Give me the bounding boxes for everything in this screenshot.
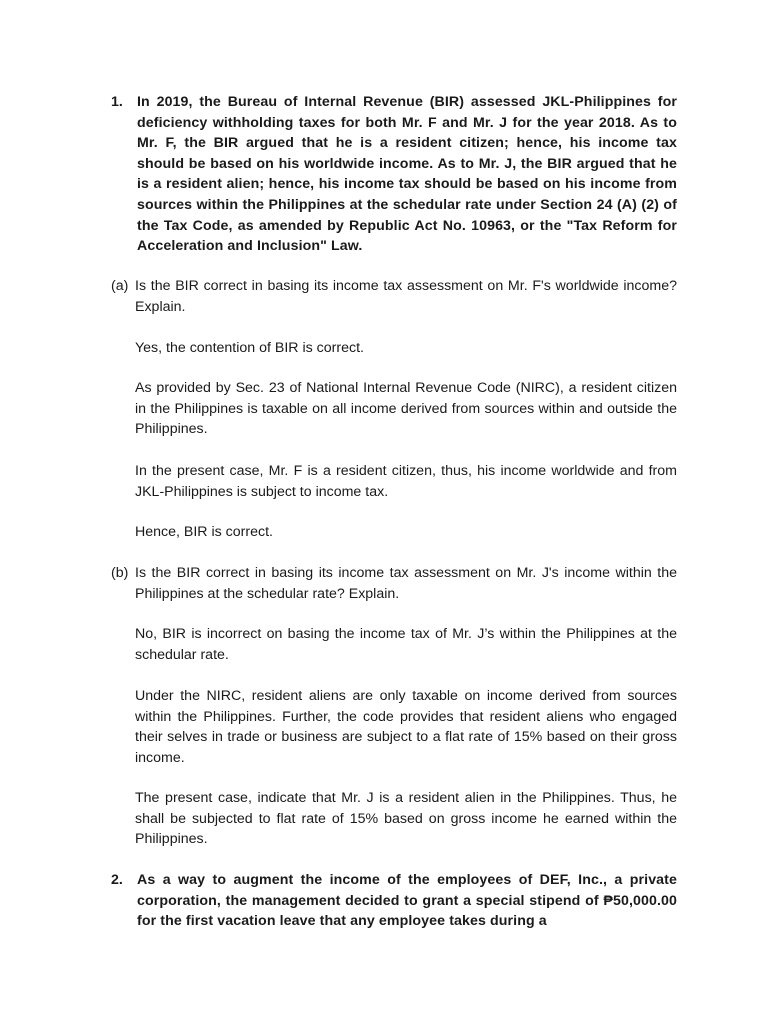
question-text: As a way to augment the income of the employees of DEF, Inc., a private corporation, the management decided to grant a special stipend of ₱50,000.00 for the first vacation leave that any employee takes during a — [137, 872, 677, 930]
answer-paragraph: No, BIR is incorrect on basing the income tax of Mr. J’s within the Philippines at the schedular rate. — [135, 626, 677, 663]
answer-paragraph: As provided by Sec. 23 of National Internal Revenue Code (NIRC), a resident citizen in the Philippines is taxable on all income derived from sources within and outside the Philippines. — [135, 380, 677, 438]
answer-paragraph: In the present case, Mr. F is a resident citizen, thus, his income worldwide and from JKL-Philippines is subject to income tax. — [135, 463, 677, 500]
question-number: 2. — [111, 872, 123, 888]
subquestion-b — [111, 563, 677, 604]
answer-paragraph: Hence, BIR is correct. — [135, 524, 273, 540]
subquestion-label: (b) — [111, 565, 129, 581]
question-text: In 2019, the Bureau of Internal Revenue (BIR) assessed JKL-Philippines for deficiency withholding taxes for both Mr. F and Mr. J for the year 2018. As to Mr. F, the BIR argued that he is a resident citizen; hence, his income tax should be based on his worldwide income. As to Mr. J, the BIR argued that he is a resident alien; hence, his income tax should be based on his income from sources within the Philippines at the schedular rate under Section 24 (A) (2) of the Tax Code, as amended by Republic Act No. 10963, or the "Tax Reform for Acceleration and Inclusion" Law. — [137, 94, 677, 255]
question-1 — [111, 92, 677, 257]
question-number: 1. — [111, 94, 123, 110]
subquestion-label: (a) — [111, 278, 129, 294]
question-2 — [111, 870, 677, 932]
subquestion-a — [111, 276, 677, 317]
answer-paragraph: Under the NIRC, resident aliens are only taxable on income derived from sources within the Philippines. Further, the code provides that resident aliens who engaged their selves in trade or business are subject to a flat rate of 15% based on their gross income. — [135, 688, 677, 766]
subquestion-text: Is the BIR correct in basing its income tax assessment on Mr. J's income within the Philippines at the schedular rate? Explain. — [135, 565, 677, 602]
answer-paragraph: The present case, indicate that Mr. J is a resident alien in the Philippines. Thus, he shall be subjected to flat rate of 15% based on gross income he earned within the Philippines. — [135, 790, 677, 848]
answer-paragraph: Yes, the contention of BIR is correct. — [135, 340, 364, 356]
subquestion-text: Is the BIR correct in basing its income tax assessment on Mr. F's worldwide income? Explain. — [135, 278, 677, 315]
